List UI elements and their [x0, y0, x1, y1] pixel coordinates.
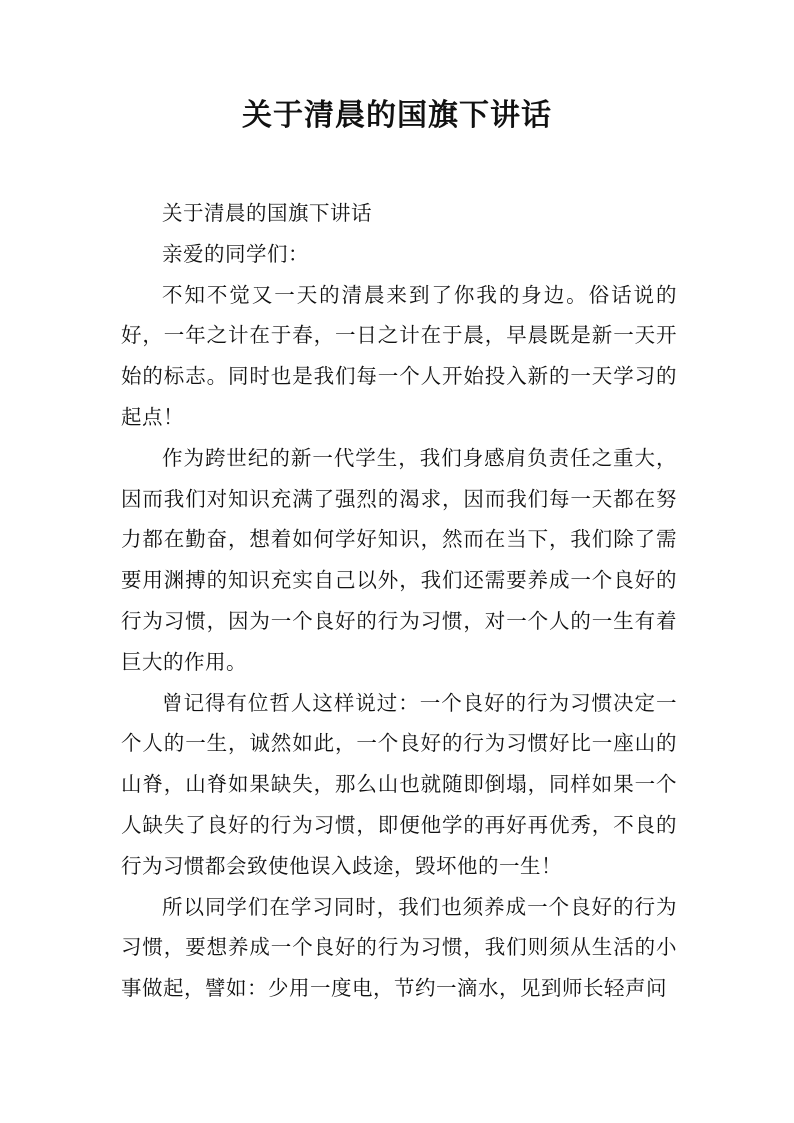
- paragraph-4: 所以同学们在学习同时，我们也须养成一个良好的行为习惯，要想养成一个良好的行为习惯，我们则须从生活的小事做起，譬如：少用一度电，节约一滴水，见到师长轻声问: [121, 894, 677, 1001]
- paragraph-3: 曾记得有位哲人这样说过：一个良好的行为习惯决定一个人的一生，诚然如此，一个良好的行为习惯好比一座山的山脊，山脊如果缺失，那么山也就随即倒塌，同样如果一个人缺失了良好的行为习惯，即便他学的再好再优秀，不良的行为习惯都会致使他误入歧途，毁坏他的一生！: [121, 690, 677, 878]
- paragraph-2: 作为跨世纪的新一代学生，我们身感肩负责任之重大，因而我们对知识充满了强烈的渴求，因而我们每一天都在努力都在勤奋，想着如何学好知识，然而在当下，我们除了需要用渊搏的知识充实自己以外，我们还需要养成一个良好的行为习惯，因为一个良好的行为习惯，对一个人的一生有着巨大的作用。: [121, 445, 677, 674]
- paragraph-heading: 关于清晨的国旗下讲话: [162, 201, 372, 225]
- document-body: [121, 193, 677, 1009]
- document-title: 关于清晨的国旗下讲话: [242, 98, 552, 133]
- paragraph-1: 不知不觉又一天的清晨来到了你我的身边。俗话说的好，一年之计在于春，一日之计在于晨，早晨既是新一天开始的标志。同时也是我们每一个人开始投入新的一天学习的起点！: [121, 282, 677, 429]
- paragraph-salutation: 亲爱的同学们：: [162, 241, 309, 266]
